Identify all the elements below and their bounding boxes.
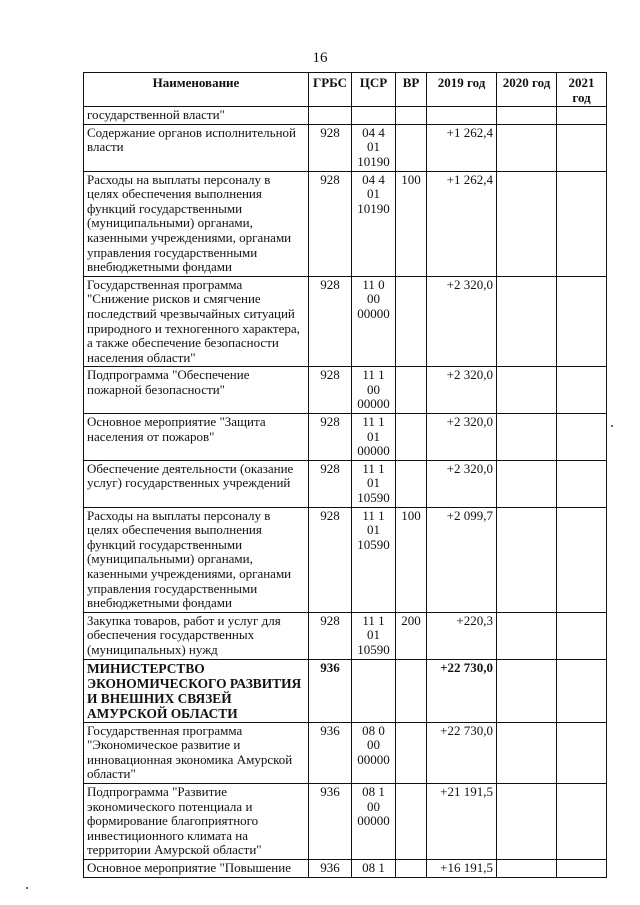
header-name: Наименование (84, 73, 309, 107)
row-vr: 200 (396, 612, 427, 659)
row-2021 (557, 171, 607, 276)
row-vr (396, 367, 427, 414)
row-2019: +2 320,0 (427, 460, 497, 507)
row-vr (396, 276, 427, 367)
row-csr: 11 1 01 10590 (352, 507, 396, 612)
row-name: МИНИСТЕРСТВО ЭКОНОМИЧЕСКОГО РАЗВИТИЯ И ВНЕШНИХ СВЯЗЕЙ АМУРСКОЙ ОБЛАСТИ (84, 659, 309, 722)
row-name: Расходы на выплаты персоналу в целях обеспечения выполнения функций государственными (муниципальными) органами, казенными учреждениями, органами управления государственными внебюджетными фондами (84, 171, 309, 276)
row-vr: 100 (396, 507, 427, 612)
row-csr: 11 1 01 10590 (352, 612, 396, 659)
row-name: Государственная программа "Снижение рисков и смягчение последствий чрезвычайных ситуаций природного и техногенного характера, а также обеспечение безопасности населения области" (84, 276, 309, 367)
row-2019: +2 320,0 (427, 414, 497, 461)
row-name: Подпрограмма "Развитие экономического потенциала и формирование благоприятного инвестиционного климата на территории Амурской области" (84, 783, 309, 859)
row-vr (396, 414, 427, 461)
row-2020 (497, 276, 557, 367)
row-name: Закупка товаров, работ и услуг для обеспечения государственных (муниципальных) нужд (84, 612, 309, 659)
row-csr: 04 4 01 10190 (352, 171, 396, 276)
row-grbs (309, 107, 352, 125)
row-vr: 100 (396, 171, 427, 276)
row-grbs: 928 (309, 124, 352, 171)
row-vr (396, 783, 427, 859)
row-2021 (557, 722, 607, 783)
row-2019: +2 099,7 (427, 507, 497, 612)
row-2020 (497, 414, 557, 461)
row-2021 (557, 612, 607, 659)
table-row (84, 367, 607, 414)
row-csr: 11 1 00 00000 (352, 367, 396, 414)
table-row (84, 783, 607, 859)
header-csr: ЦСР (352, 73, 396, 107)
scan-speck (611, 425, 613, 427)
row-name: государственной власти" (84, 107, 309, 125)
row-2019: +22 730,0 (427, 722, 497, 783)
row-grbs: 936 (309, 859, 352, 877)
row-2020 (497, 171, 557, 276)
row-2019: +1 262,4 (427, 171, 497, 276)
row-grbs: 936 (309, 783, 352, 859)
row-grbs: 936 (309, 722, 352, 783)
row-vr (396, 124, 427, 171)
table-row (84, 414, 607, 461)
header-grbs: ГРБС (309, 73, 352, 107)
row-2021 (557, 460, 607, 507)
row-grbs: 936 (309, 659, 352, 722)
row-2021 (557, 276, 607, 367)
row-vr (396, 659, 427, 722)
row-2021 (557, 124, 607, 171)
row-2021 (557, 367, 607, 414)
row-name: Подпрограмма "Обеспечение пожарной безопасности" (84, 367, 309, 414)
row-grbs: 928 (309, 171, 352, 276)
row-csr: 11 1 01 10590 (352, 460, 396, 507)
table-row (84, 507, 607, 612)
table-body (84, 107, 607, 878)
row-2020 (497, 124, 557, 171)
row-grbs: 928 (309, 276, 352, 367)
row-name: Основное мероприятие "Защита населения от пожаров" (84, 414, 309, 461)
table-row (84, 171, 607, 276)
header-2019: 2019 год (427, 73, 497, 107)
row-2021 (557, 414, 607, 461)
row-2019: +2 320,0 (427, 367, 497, 414)
table-row (84, 612, 607, 659)
table-row (84, 124, 607, 171)
row-2020 (497, 107, 557, 125)
row-csr: 08 0 00 00000 (352, 722, 396, 783)
page-number: 16 (312, 50, 328, 66)
row-2019: +2 320,0 (427, 276, 497, 367)
row-vr (396, 722, 427, 783)
header-2020: 2020 год (497, 73, 557, 107)
row-name: Основное мероприятие "Повышение (84, 859, 309, 877)
table-row (84, 107, 607, 125)
row-2021 (557, 659, 607, 722)
row-2020 (497, 859, 557, 877)
row-vr (396, 859, 427, 877)
row-2020 (497, 612, 557, 659)
row-2019: +1 262,4 (427, 124, 497, 171)
row-vr (396, 107, 427, 125)
row-csr (352, 659, 396, 722)
row-name: Содержание органов исполнительной власти (84, 124, 309, 171)
row-vr (396, 460, 427, 507)
row-2020 (497, 659, 557, 722)
row-2019 (427, 107, 497, 125)
scan-speck (26, 887, 28, 889)
row-2020 (497, 722, 557, 783)
table-row (84, 276, 607, 367)
row-2020 (497, 783, 557, 859)
row-2021 (557, 859, 607, 877)
row-csr: 08 1 00 00000 (352, 783, 396, 859)
row-csr: 11 1 01 00000 (352, 414, 396, 461)
table-row (84, 460, 607, 507)
row-2019: +22 730,0 (427, 659, 497, 722)
row-2020 (497, 507, 557, 612)
row-csr: 08 1 (352, 859, 396, 877)
row-csr: 11 0 00 00000 (352, 276, 396, 367)
row-2021 (557, 507, 607, 612)
row-name: Государственная программа "Экономическое развитие и инновационная экономика Амурской области" (84, 722, 309, 783)
table-row (84, 659, 607, 722)
row-grbs: 928 (309, 507, 352, 612)
budget-table (83, 72, 607, 878)
row-name: Расходы на выплаты персоналу в целях обеспечения выполнения функций государственными (муниципальными) органами, казенными учреждениями, органами управления государственными внебюджетными фондами (84, 507, 309, 612)
row-2020 (497, 367, 557, 414)
table-row (84, 722, 607, 783)
header-vr: ВР (396, 73, 427, 107)
row-grbs: 928 (309, 367, 352, 414)
row-grbs: 928 (309, 414, 352, 461)
table-row (84, 859, 607, 877)
row-2021 (557, 783, 607, 859)
row-2019: +16 191,5 (427, 859, 497, 877)
row-2021 (557, 107, 607, 125)
row-name: Обеспечение деятельности (оказание услуг) государственных учреждений (84, 460, 309, 507)
row-csr: 04 4 01 10190 (352, 124, 396, 171)
row-csr (352, 107, 396, 125)
row-grbs: 928 (309, 460, 352, 507)
row-2019: +220,3 (427, 612, 497, 659)
header-2021: 2021 год (557, 73, 607, 107)
row-2020 (497, 460, 557, 507)
row-2019: +21 191,5 (427, 783, 497, 859)
row-grbs: 928 (309, 612, 352, 659)
table-header-row (84, 73, 607, 107)
